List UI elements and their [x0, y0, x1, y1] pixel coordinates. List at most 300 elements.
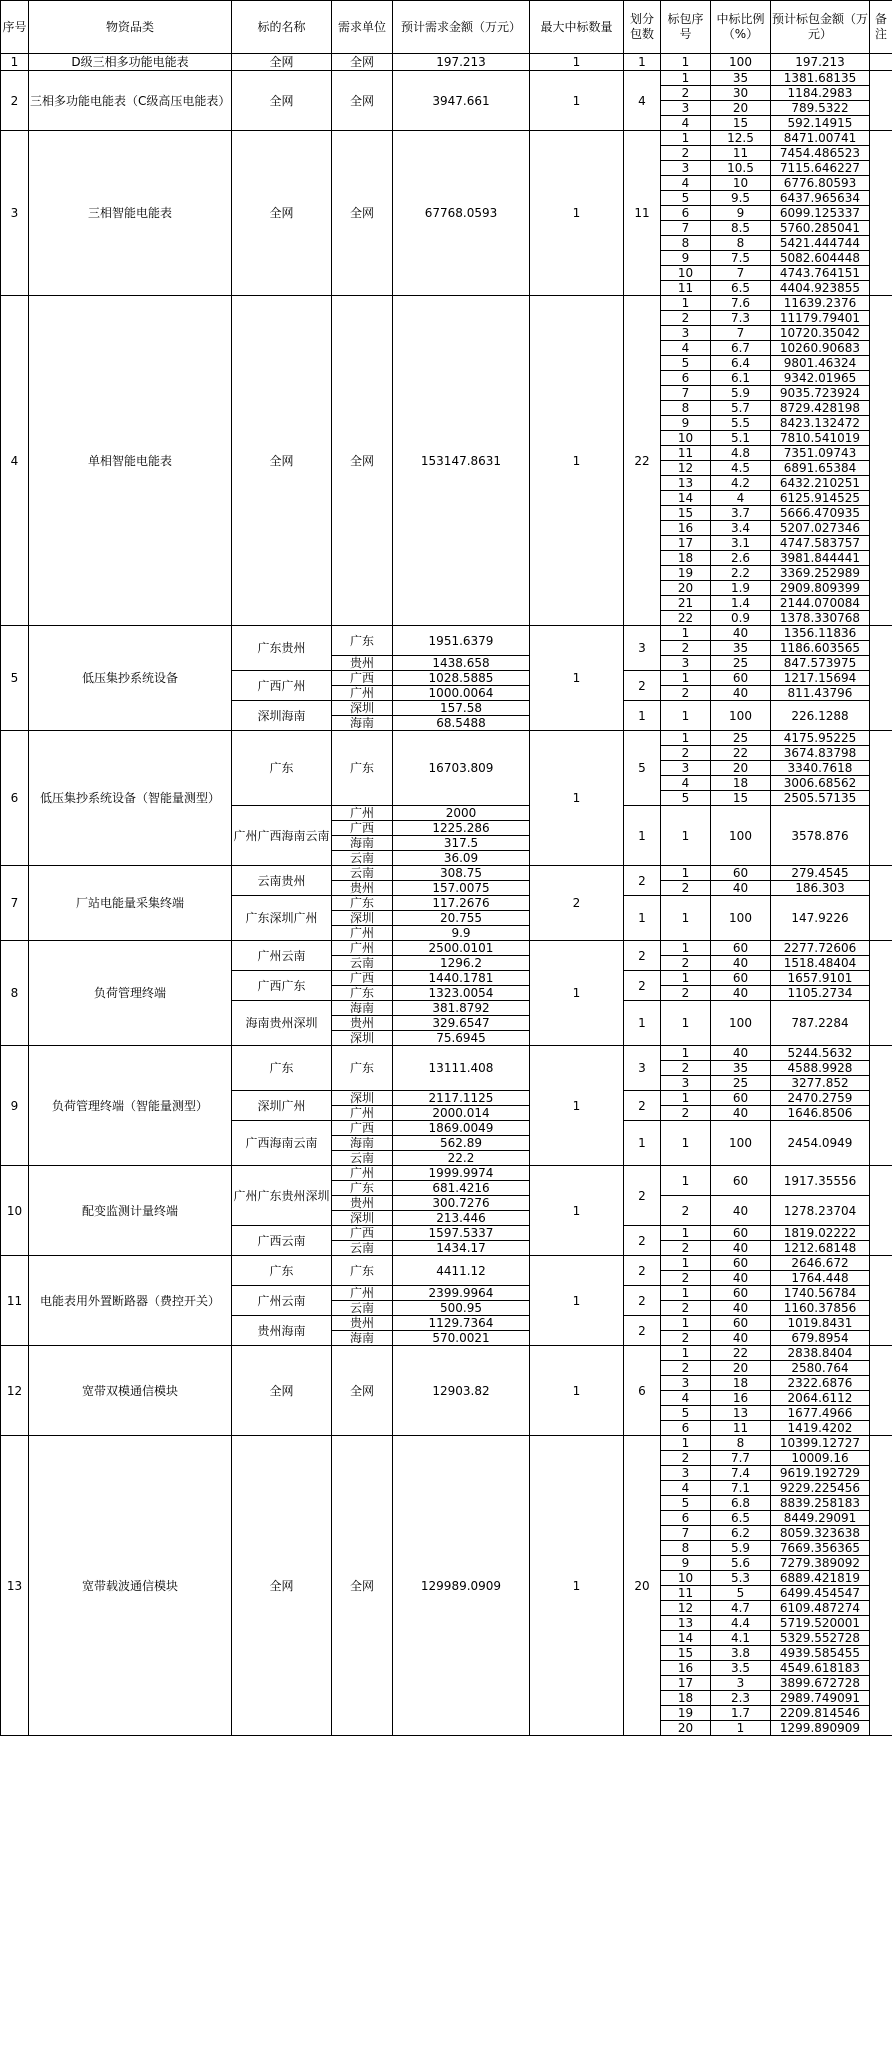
percent-cell: 2.2 — [711, 566, 771, 581]
percent-cell: 60 — [711, 1256, 771, 1271]
package-count-cell: 2 — [624, 1091, 661, 1121]
package-count-cell: 3 — [624, 626, 661, 671]
package-no-cell: 1 — [661, 1166, 711, 1196]
package-no-cell: 14 — [661, 1631, 711, 1646]
amount-cell: 36.09 — [393, 851, 530, 866]
package-no-cell: 1 — [661, 1286, 711, 1301]
package-count-cell: 2 — [624, 1286, 661, 1316]
package-amount-cell: 4747.583757 — [771, 536, 870, 551]
package-amount-cell: 2646.672 — [771, 1256, 870, 1271]
package-count-cell: 6 — [624, 1346, 661, 1436]
unit-cell: 海南 — [332, 1136, 393, 1151]
subject-cell: 全网 — [232, 131, 332, 296]
package-no-cell: 10 — [661, 266, 711, 281]
row-number: 5 — [1, 626, 29, 731]
package-amount-cell: 2209.814546 — [771, 1706, 870, 1721]
percent-cell: 35 — [711, 641, 771, 656]
category-cell: 低压集抄系统设备（智能量测型） — [29, 731, 232, 866]
package-no-cell: 15 — [661, 1646, 711, 1661]
package-amount-cell: 2838.8404 — [771, 1346, 870, 1361]
subject-cell: 全网 — [232, 71, 332, 131]
subject-cell: 广东 — [232, 1046, 332, 1091]
percent-cell: 100 — [711, 54, 771, 71]
amount-cell: 197.213 — [393, 54, 530, 71]
package-no-cell: 2 — [661, 1196, 711, 1226]
unit-cell: 广西 — [332, 1121, 393, 1136]
percent-cell: 15 — [711, 116, 771, 131]
table-row — [1, 1346, 892, 1361]
percent-cell: 7.6 — [711, 296, 771, 311]
percent-cell: 4.2 — [711, 476, 771, 491]
package-no-cell: 1 — [661, 806, 711, 866]
package-amount-cell: 789.5322 — [771, 101, 870, 116]
package-count-cell: 2 — [624, 671, 661, 701]
percent-cell: 60 — [711, 941, 771, 956]
remark-cell — [870, 71, 892, 131]
package-amount-cell: 10720.35042 — [771, 326, 870, 341]
package-amount-cell: 592.14915 — [771, 116, 870, 131]
package-amount-cell: 7279.389092 — [771, 1556, 870, 1571]
unit-cell: 全网 — [332, 54, 393, 71]
package-amount-cell: 11639.2376 — [771, 296, 870, 311]
header-cell: 物资品类 — [29, 1, 232, 54]
percent-cell: 13 — [711, 1406, 771, 1421]
package-no-cell: 12 — [661, 461, 711, 476]
package-no-cell: 3 — [661, 326, 711, 341]
percent-cell: 6.5 — [711, 281, 771, 296]
category-cell: 三相智能电能表 — [29, 131, 232, 296]
percent-cell: 60 — [711, 971, 771, 986]
amount-cell: 67768.0593 — [393, 131, 530, 296]
percent-cell: 5.1 — [711, 431, 771, 446]
header-cell: 预计需求金额（万元） — [393, 1, 530, 54]
package-amount-cell: 226.1288 — [771, 701, 870, 731]
amount-cell: 22.2 — [393, 1151, 530, 1166]
amount-cell: 500.95 — [393, 1301, 530, 1316]
unit-cell: 深圳 — [332, 911, 393, 926]
package-no-cell: 10 — [661, 1571, 711, 1586]
max-award-cell: 1 — [530, 54, 624, 71]
percent-cell: 5.7 — [711, 401, 771, 416]
remark-cell — [870, 131, 892, 296]
amount-cell: 562.89 — [393, 1136, 530, 1151]
package-amount-cell: 1381.68135 — [771, 71, 870, 86]
package-no-cell: 4 — [661, 116, 711, 131]
package-no-cell: 12 — [661, 1601, 711, 1616]
package-no-cell: 1 — [661, 54, 711, 71]
package-count-cell: 1 — [624, 896, 661, 941]
package-amount-cell: 4588.9928 — [771, 1061, 870, 1076]
unit-cell: 广东 — [332, 1181, 393, 1196]
amount-cell: 12903.82 — [393, 1346, 530, 1436]
subject-cell: 全网 — [232, 1346, 332, 1436]
unit-cell: 广州 — [332, 926, 393, 941]
category-cell: 宽带载波通信模块 — [29, 1436, 232, 1736]
row-number: 10 — [1, 1166, 29, 1256]
remark-cell — [870, 296, 892, 626]
unit-cell: 云南 — [332, 1301, 393, 1316]
percent-cell: 7.4 — [711, 1466, 771, 1481]
package-amount-cell: 2989.749091 — [771, 1691, 870, 1706]
percent-cell: 35 — [711, 71, 771, 86]
unit-cell: 广州 — [332, 1106, 393, 1121]
unit-cell: 贵州 — [332, 1016, 393, 1031]
row-number: 3 — [1, 131, 29, 296]
package-no-cell: 1 — [661, 671, 711, 686]
table-row — [1, 54, 892, 71]
amount-cell: 1434.17 — [393, 1241, 530, 1256]
percent-cell: 7.7 — [711, 1451, 771, 1466]
package-amount-cell: 3981.844441 — [771, 551, 870, 566]
package-amount-cell: 1378.330768 — [771, 611, 870, 626]
package-amount-cell: 2454.0949 — [771, 1121, 870, 1166]
unit-cell: 海南 — [332, 716, 393, 731]
package-no-cell: 2 — [661, 1061, 711, 1076]
package-amount-cell: 2580.764 — [771, 1361, 870, 1376]
package-no-cell: 20 — [661, 1721, 711, 1736]
unit-cell: 深圳 — [332, 1091, 393, 1106]
table-row — [1, 1256, 892, 1271]
table-row — [1, 941, 892, 956]
amount-cell: 213.446 — [393, 1211, 530, 1226]
package-amount-cell: 6891.65384 — [771, 461, 870, 476]
percent-cell: 25 — [711, 1076, 771, 1091]
remark-cell — [870, 626, 892, 731]
package-count-cell: 2 — [624, 971, 661, 1001]
package-amount-cell: 1160.37856 — [771, 1301, 870, 1316]
category-cell: 厂站电能量采集终端 — [29, 866, 232, 941]
percent-cell: 3.4 — [711, 521, 771, 536]
table-row — [1, 1436, 892, 1451]
percent-cell: 1.4 — [711, 596, 771, 611]
subject-cell: 广西云南 — [232, 1226, 332, 1256]
package-no-cell: 2 — [661, 746, 711, 761]
package-no-cell: 3 — [661, 161, 711, 176]
package-no-cell: 4 — [661, 341, 711, 356]
unit-cell: 深圳 — [332, 1031, 393, 1046]
unit-cell: 广州 — [332, 1286, 393, 1301]
package-no-cell: 5 — [661, 791, 711, 806]
package-amount-cell: 1186.603565 — [771, 641, 870, 656]
package-no-cell: 2 — [661, 1106, 711, 1121]
package-amount-cell: 1299.890909 — [771, 1721, 870, 1736]
amount-cell: 308.75 — [393, 866, 530, 881]
percent-cell: 10 — [711, 176, 771, 191]
amount-cell: 3947.661 — [393, 71, 530, 131]
percent-cell: 6.7 — [711, 341, 771, 356]
header-row — [1, 1, 892, 54]
max-award-cell: 1 — [530, 941, 624, 1046]
subject-cell: 深圳海南 — [232, 701, 332, 731]
amount-cell: 1597.5337 — [393, 1226, 530, 1241]
package-no-cell: 8 — [661, 1541, 711, 1556]
subject-cell: 广东 — [232, 731, 332, 806]
table-row — [1, 1046, 892, 1061]
package-amount-cell: 1657.9101 — [771, 971, 870, 986]
package-amount-cell: 5329.552728 — [771, 1631, 870, 1646]
package-count-cell: 2 — [624, 1256, 661, 1286]
percent-cell: 3.7 — [711, 506, 771, 521]
max-award-cell: 1 — [530, 731, 624, 866]
package-amount-cell: 5421.444744 — [771, 236, 870, 251]
amount-cell: 317.5 — [393, 836, 530, 851]
package-no-cell: 2 — [661, 1241, 711, 1256]
row-number: 1 — [1, 54, 29, 71]
percent-cell: 30 — [711, 86, 771, 101]
amount-cell: 1129.7364 — [393, 1316, 530, 1331]
subject-cell: 深圳广州 — [232, 1091, 332, 1121]
max-award-cell: 1 — [530, 1256, 624, 1346]
package-amount-cell: 7669.356365 — [771, 1541, 870, 1556]
package-amount-cell: 1917.35556 — [771, 1166, 870, 1196]
package-no-cell: 9 — [661, 416, 711, 431]
package-amount-cell: 1019.8431 — [771, 1316, 870, 1331]
percent-cell: 5.5 — [711, 416, 771, 431]
package-no-cell: 1 — [661, 1121, 711, 1166]
amount-cell: 68.5488 — [393, 716, 530, 731]
amount-cell: 20.755 — [393, 911, 530, 926]
package-amount-cell: 8729.428198 — [771, 401, 870, 416]
amount-cell: 1000.0064 — [393, 686, 530, 701]
subject-cell: 云南贵州 — [232, 866, 332, 896]
package-amount-cell: 7454.486523 — [771, 146, 870, 161]
subject-cell: 广州广西海南云南 — [232, 806, 332, 866]
table-body — [1, 54, 892, 1736]
package-no-cell: 1 — [661, 1091, 711, 1106]
amount-cell: 329.6547 — [393, 1016, 530, 1031]
package-no-cell: 11 — [661, 446, 711, 461]
package-amount-cell: 847.573975 — [771, 656, 870, 671]
package-amount-cell: 2144.070084 — [771, 596, 870, 611]
package-no-cell: 3 — [661, 761, 711, 776]
subject-cell: 广东贵州 — [232, 626, 332, 671]
remark-cell — [870, 941, 892, 1046]
remark-cell — [870, 1046, 892, 1166]
percent-cell: 40 — [711, 1301, 771, 1316]
package-no-cell: 19 — [661, 1706, 711, 1721]
package-no-cell: 8 — [661, 401, 711, 416]
amount-cell: 1296.2 — [393, 956, 530, 971]
unit-cell: 深圳 — [332, 701, 393, 716]
package-count-cell: 4 — [624, 71, 661, 131]
package-count-cell: 2 — [624, 866, 661, 896]
package-no-cell: 18 — [661, 551, 711, 566]
percent-cell: 4 — [711, 491, 771, 506]
package-amount-cell: 8471.00741 — [771, 131, 870, 146]
package-amount-cell: 10009.16 — [771, 1451, 870, 1466]
unit-cell: 广西 — [332, 671, 393, 686]
percent-cell: 40 — [711, 626, 771, 641]
amount-cell: 1999.9974 — [393, 1166, 530, 1181]
package-no-cell: 3 — [661, 101, 711, 116]
max-award-cell: 1 — [530, 71, 624, 131]
table-row — [1, 626, 892, 641]
category-cell: 电能表用外置断路器（费控开关） — [29, 1256, 232, 1346]
remark-cell — [870, 731, 892, 866]
max-award-cell: 1 — [530, 1436, 624, 1736]
percent-cell: 4.8 — [711, 446, 771, 461]
package-amount-cell: 1278.23704 — [771, 1196, 870, 1226]
percent-cell: 100 — [711, 896, 771, 941]
amount-cell: 1225.286 — [393, 821, 530, 836]
percent-cell: 40 — [711, 956, 771, 971]
package-amount-cell: 5207.027346 — [771, 521, 870, 536]
package-count-cell: 11 — [624, 131, 661, 296]
unit-cell: 全网 — [332, 296, 393, 626]
unit-cell: 云南 — [332, 956, 393, 971]
amount-cell: 1438.658 — [393, 656, 530, 671]
package-no-cell: 2 — [661, 1271, 711, 1286]
unit-cell: 广西 — [332, 1226, 393, 1241]
package-no-cell: 4 — [661, 776, 711, 791]
package-amount-cell: 6109.487274 — [771, 1601, 870, 1616]
package-no-cell: 14 — [661, 491, 711, 506]
table-row — [1, 296, 892, 311]
percent-cell: 5.9 — [711, 1541, 771, 1556]
percent-cell: 60 — [711, 671, 771, 686]
max-award-cell: 1 — [530, 626, 624, 731]
package-no-cell: 9 — [661, 251, 711, 266]
package-no-cell: 19 — [661, 566, 711, 581]
package-no-cell: 1 — [661, 296, 711, 311]
package-no-cell: 5 — [661, 1406, 711, 1421]
percent-cell: 8 — [711, 1436, 771, 1451]
unit-cell: 全网 — [332, 131, 393, 296]
package-amount-cell: 5666.470935 — [771, 506, 870, 521]
percent-cell: 4.5 — [711, 461, 771, 476]
remark-cell — [870, 54, 892, 71]
remark-cell — [870, 1346, 892, 1436]
percent-cell: 12.5 — [711, 131, 771, 146]
amount-cell: 1323.0054 — [393, 986, 530, 1001]
subject-cell: 贵州海南 — [232, 1316, 332, 1346]
package-no-cell: 2 — [661, 956, 711, 971]
header-cell: 预计标包金额（万元） — [771, 1, 870, 54]
package-no-cell: 2 — [661, 881, 711, 896]
package-no-cell: 11 — [661, 281, 711, 296]
unit-cell: 广西 — [332, 821, 393, 836]
package-amount-cell: 9619.192729 — [771, 1466, 870, 1481]
package-no-cell: 1 — [661, 866, 711, 881]
package-no-cell: 1 — [661, 1226, 711, 1241]
percent-cell: 100 — [711, 806, 771, 866]
percent-cell: 1.7 — [711, 1706, 771, 1721]
package-amount-cell: 147.9226 — [771, 896, 870, 941]
amount-cell: 1440.1781 — [393, 971, 530, 986]
package-no-cell: 2 — [661, 1361, 711, 1376]
package-amount-cell: 4549.618183 — [771, 1661, 870, 1676]
amount-cell: 300.7276 — [393, 1196, 530, 1211]
unit-cell: 广东 — [332, 986, 393, 1001]
package-count-cell: 20 — [624, 1436, 661, 1736]
max-award-cell: 1 — [530, 296, 624, 626]
category-cell: 负荷管理终端 — [29, 941, 232, 1046]
amount-cell: 570.0021 — [393, 1331, 530, 1346]
package-count-cell: 2 — [624, 1316, 661, 1346]
package-count-cell: 1 — [624, 1001, 661, 1046]
amount-cell: 157.58 — [393, 701, 530, 716]
percent-cell: 40 — [711, 1241, 771, 1256]
package-count-cell: 5 — [624, 731, 661, 806]
package-count-cell: 22 — [624, 296, 661, 626]
percent-cell: 6.2 — [711, 1526, 771, 1541]
package-amount-cell: 4939.585455 — [771, 1646, 870, 1661]
remark-cell — [870, 1436, 892, 1736]
package-amount-cell: 5244.5632 — [771, 1046, 870, 1061]
package-amount-cell: 3006.68562 — [771, 776, 870, 791]
percent-cell: 9 — [711, 206, 771, 221]
package-no-cell: 11 — [661, 1586, 711, 1601]
percent-cell: 6.4 — [711, 356, 771, 371]
header-cell: 最大中标数量 — [530, 1, 624, 54]
header-cell: 序号 — [1, 1, 29, 54]
package-no-cell: 20 — [661, 581, 711, 596]
package-amount-cell: 787.2284 — [771, 1001, 870, 1046]
package-no-cell: 16 — [661, 521, 711, 536]
package-amount-cell: 197.213 — [771, 54, 870, 71]
package-amount-cell: 1105.2734 — [771, 986, 870, 1001]
unit-cell: 海南 — [332, 836, 393, 851]
percent-cell: 10.5 — [711, 161, 771, 176]
package-count-cell: 1 — [624, 701, 661, 731]
amount-cell: 2399.9964 — [393, 1286, 530, 1301]
percent-cell: 3.5 — [711, 1661, 771, 1676]
percent-cell: 25 — [711, 656, 771, 671]
package-amount-cell: 9342.01965 — [771, 371, 870, 386]
percent-cell: 2.3 — [711, 1691, 771, 1706]
percent-cell: 60 — [711, 1166, 771, 1196]
remark-cell — [870, 1166, 892, 1256]
percent-cell: 40 — [711, 1046, 771, 1061]
package-no-cell: 1 — [661, 1436, 711, 1451]
package-amount-cell: 6499.454547 — [771, 1586, 870, 1601]
package-amount-cell: 10260.90683 — [771, 341, 870, 356]
package-amount-cell: 2064.6112 — [771, 1391, 870, 1406]
percent-cell: 22 — [711, 746, 771, 761]
row-number: 12 — [1, 1346, 29, 1436]
package-no-cell: 1 — [661, 131, 711, 146]
package-no-cell: 8 — [661, 236, 711, 251]
package-no-cell: 1 — [661, 941, 711, 956]
package-amount-cell: 4175.95225 — [771, 731, 870, 746]
percent-cell: 100 — [711, 1121, 771, 1166]
percent-cell: 6.1 — [711, 371, 771, 386]
package-no-cell: 1 — [661, 971, 711, 986]
category-cell: 负荷管理终端（智能量测型） — [29, 1046, 232, 1166]
amount-cell: 681.4216 — [393, 1181, 530, 1196]
package-amount-cell: 3899.672728 — [771, 1676, 870, 1691]
percent-cell: 1.9 — [711, 581, 771, 596]
percent-cell: 0.9 — [711, 611, 771, 626]
percent-cell: 60 — [711, 1226, 771, 1241]
percent-cell: 15 — [711, 791, 771, 806]
package-amount-cell: 7810.541019 — [771, 431, 870, 446]
percent-cell: 40 — [711, 986, 771, 1001]
percent-cell: 20 — [711, 1361, 771, 1376]
percent-cell: 20 — [711, 761, 771, 776]
amount-cell: 2500.0101 — [393, 941, 530, 956]
package-amount-cell: 2277.72606 — [771, 941, 870, 956]
package-no-cell: 1 — [661, 1346, 711, 1361]
package-amount-cell: 1217.15694 — [771, 671, 870, 686]
package-amount-cell: 2322.6876 — [771, 1376, 870, 1391]
amount-cell: 2000 — [393, 806, 530, 821]
unit-cell: 全网 — [332, 1346, 393, 1436]
subject-cell: 广州云南 — [232, 941, 332, 971]
package-no-cell: 3 — [661, 1076, 711, 1091]
package-no-cell: 7 — [661, 1526, 711, 1541]
package-no-cell: 9 — [661, 1556, 711, 1571]
